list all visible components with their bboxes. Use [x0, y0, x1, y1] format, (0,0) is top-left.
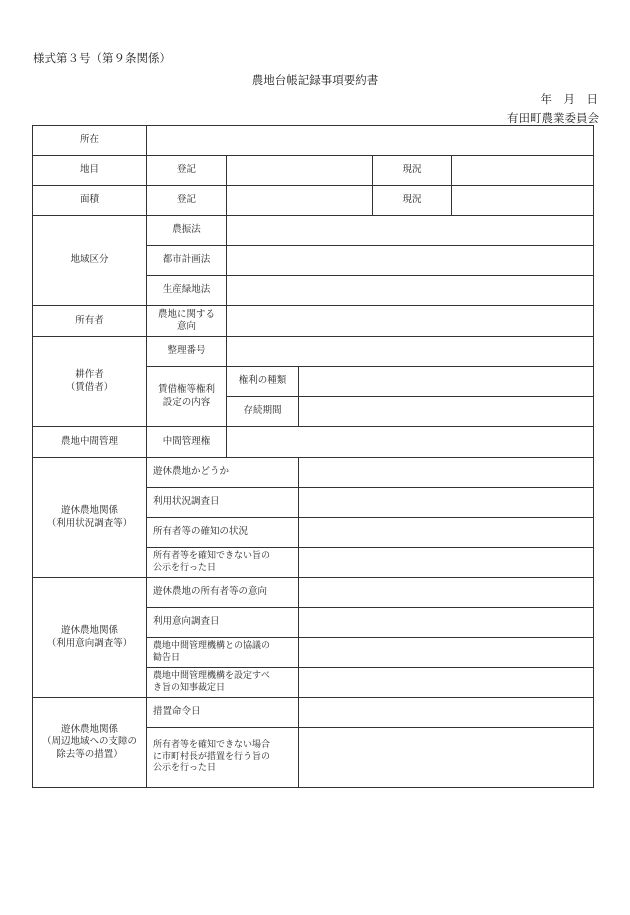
value-city-planning-law[interactable] [227, 246, 594, 276]
label-duration: 存続期間 [227, 397, 299, 427]
label-mayor-notice [147, 728, 299, 788]
value-location[interactable] [147, 126, 594, 156]
label-is-idle: 遊休農地かどうか [147, 458, 299, 488]
idle-intent-line-1: 遊休農地関係 [60, 625, 118, 637]
label-idle-intent [33, 578, 147, 698]
label-city-planning-law: 都市計画法 [147, 246, 227, 276]
label-intent-survey-date: 利用意向調査日 [147, 608, 299, 638]
lease-content-line-2: 設定の内容 [162, 396, 211, 408]
row-owner [33, 306, 594, 337]
value-mayor-notice[interactable] [299, 728, 594, 788]
label-intermediary: 農地中間管理 [33, 427, 147, 458]
form-number: 様式第３号（第９条関係） [33, 51, 171, 65]
value-owner-notice-status[interactable] [299, 518, 594, 548]
label-consult-rec [147, 638, 299, 668]
value-unknown-owner-notice[interactable] [299, 548, 594, 578]
committee-name: 有田町農業委員会 [507, 111, 599, 125]
label-idle-usage [33, 458, 147, 578]
value-mgmt-number[interactable] [227, 337, 594, 367]
label-location: 所在 [33, 126, 147, 156]
value-measure-order-date[interactable] [299, 698, 594, 728]
label-right-type: 権利の種類 [227, 367, 299, 397]
consult-rec-line-1: 農地中間管理機構との協議の [153, 640, 271, 651]
label-idle-owner-intent: 遊休農地の所有者等の意向 [147, 578, 299, 608]
row-area [33, 186, 594, 216]
label-cultivator [33, 337, 147, 427]
mayor-notice-line-1: 所有者等を確知できない場合 [153, 739, 271, 750]
label-owner: 所有者 [33, 306, 147, 337]
value-area-registered[interactable] [227, 186, 373, 216]
label-usage-survey-date: 利用状況調査日 [147, 488, 299, 518]
value-idle-owner-intent[interactable] [299, 578, 594, 608]
governor-decision-line-1: 農地中間管理機構を設定すべ [153, 670, 270, 681]
label-actual: 現況 [373, 156, 452, 186]
governor-decision-line-2: き旨の知事裁定日 [153, 682, 226, 693]
label-green-law: 生産緑地法 [147, 276, 227, 306]
row-idle-intent-1 [33, 578, 594, 608]
label-actual: 現況 [373, 186, 452, 216]
row-idle-removal-1 [33, 698, 594, 728]
idle-removal-line-3: 除去等の措置） [56, 748, 123, 760]
row-location [33, 126, 594, 156]
label-registered: 登記 [147, 156, 227, 186]
consult-rec-line-2: 勧告日 [153, 652, 181, 663]
cultivator-line-1: 耕作者 [75, 369, 104, 381]
value-nousin-law[interactable] [227, 216, 594, 246]
label-owner-intent [147, 306, 227, 337]
value-duration[interactable] [299, 397, 594, 427]
idle-intent-line-2: （利用意向調査等） [46, 637, 133, 649]
date-line: 年 月 日 [540, 92, 598, 106]
label-unknown-owner-notice [147, 548, 299, 578]
idle-usage-line-2: （利用状況調査等） [46, 517, 133, 529]
document-title: 農地台帳記録事項要約書 [251, 73, 379, 87]
value-land-category-registered[interactable] [227, 156, 373, 186]
label-governor-decision [147, 668, 299, 698]
row-cultivator-number [33, 337, 594, 367]
value-right-type[interactable] [299, 367, 594, 397]
lease-content-line-1: 賃借権等権利 [157, 384, 215, 396]
value-owner-intent[interactable] [227, 306, 594, 337]
label-idle-removal [33, 698, 147, 788]
row-zoning-nousin [33, 216, 594, 246]
label-nousin-law: 農振法 [147, 216, 227, 246]
owner-intent-line-1: 農地に関する [157, 308, 215, 320]
owner-intent-line-2: 意向 [176, 321, 196, 332]
unknown-owner-notice-line-1: 所有者等を確知できない旨の [153, 550, 271, 561]
label-area: 面積 [33, 186, 147, 216]
value-area-actual[interactable] [452, 186, 594, 216]
mayor-notice-line-3: 公示を行った日 [153, 763, 217, 774]
idle-usage-line-1: 遊休農地関係 [60, 505, 118, 517]
label-owner-notice-status: 所有者等の確知の状況 [147, 518, 299, 548]
unknown-owner-notice-line-2: 公示を行った日 [153, 562, 217, 573]
summary-table [32, 125, 594, 788]
idle-removal-line-2: （周辺地域への支障の [41, 736, 137, 748]
row-intermediary [33, 427, 594, 458]
label-intermediary-right: 中間管理権 [147, 427, 227, 458]
label-lease-content [147, 367, 227, 427]
row-land-category [33, 156, 594, 186]
label-zoning: 地域区分 [33, 216, 147, 306]
row-idle-usage-1 [33, 458, 594, 488]
label-mgmt-number: 整理番号 [147, 337, 227, 367]
cultivator-line-2: （賃借者） [65, 381, 114, 393]
idle-removal-line-1: 遊休農地関係 [60, 723, 118, 735]
label-registered: 登記 [147, 186, 227, 216]
value-usage-survey-date[interactable] [299, 488, 594, 518]
mayor-notice-line-2: に市町村長が措置を行う旨の [153, 751, 271, 762]
label-land-category: 地目 [33, 156, 147, 186]
value-land-category-actual[interactable] [452, 156, 594, 186]
value-green-law[interactable] [227, 276, 594, 306]
value-intermediary-right[interactable] [227, 427, 594, 458]
label-measure-order-date: 措置命令日 [147, 698, 299, 728]
value-governor-decision[interactable] [299, 668, 594, 698]
value-consult-rec[interactable] [299, 638, 594, 668]
value-is-idle[interactable] [299, 458, 594, 488]
value-intent-survey-date[interactable] [299, 608, 594, 638]
